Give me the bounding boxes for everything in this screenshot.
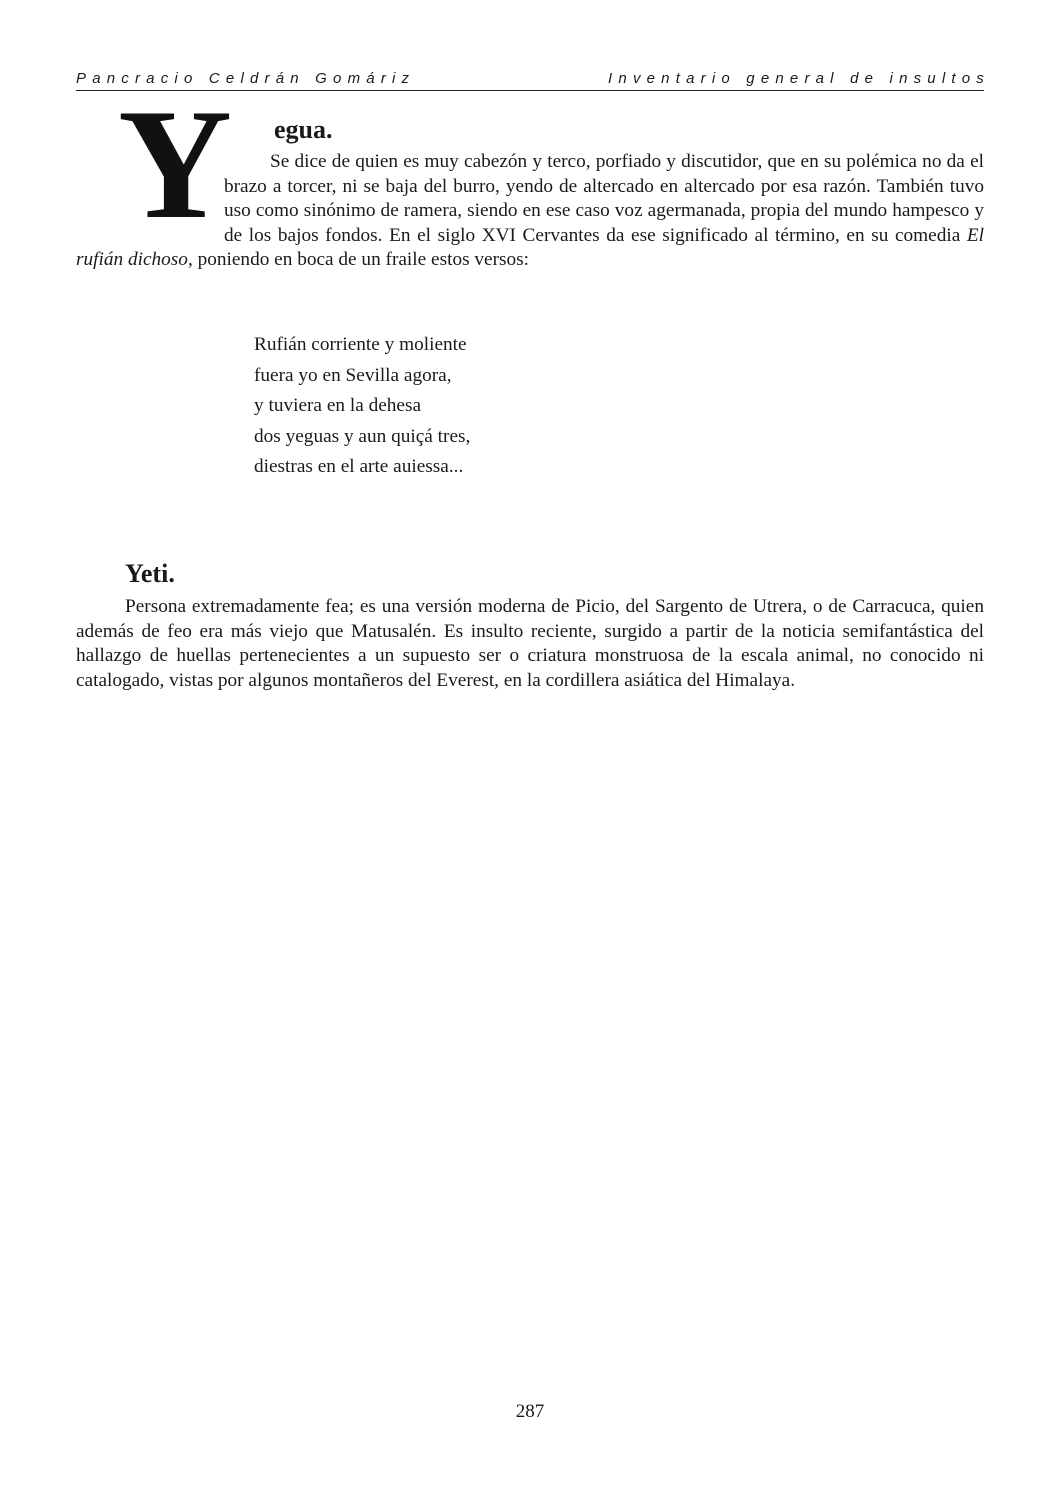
verse-line: fuera yo en Sevilla agora, xyxy=(254,364,452,386)
entry-title-yegua: egua. xyxy=(274,115,333,144)
header-author: Pancracio Celdrán Gomáriz xyxy=(76,70,416,87)
paragraph-text-start: Se dice de quien es muy cabezón y terco, porfiado y discutidor, que en su polémica no da el brazo a torcer, ni se baja del burro, yendo de altercado en altercado por esa razón. También tuvo uso como sinónimo de ramera, siendo en ese caso voz agermanada, propia del mundo hampesco y de los bajos fondos. En el siglo XVI Cervantes da ese significado al término, en su comedia xyxy=(224,151,984,246)
verse-line: diestras en el arte auiessa... xyxy=(254,456,464,477)
entry-paragraph-yeti: Persona extremadamente fea; es una versión moderna de Picio, del Sargento de Utrera, o de Carracuca, quien además de feo era más viejo que Matusalén. Es insulto reciente, surgido a partir de la noticia semifantástica del hallazgo de huellas pertenecientes a un supuesto ser o criatura monstruosa de la escala animal, no conocido ni catalogado, vistas por algunos montañeros del Everest, en la cordillera asiática del Himalaya. xyxy=(76,596,984,691)
entry-title-yeti: Yeti. xyxy=(125,559,175,588)
work-title-italic: El rufián dichoso xyxy=(76,224,984,271)
verse-line: dos yeguas y aun quiçá tres, xyxy=(254,425,471,447)
drop-cap-letter: Y xyxy=(118,77,233,252)
page-number: 287 xyxy=(515,1401,545,1422)
entry-paragraph-yegua xyxy=(76,150,984,273)
verse-line: Rufián corriente y moliente xyxy=(254,334,467,355)
header-book-title: Inventario general de insultos xyxy=(608,70,990,87)
verse-quote xyxy=(254,330,470,483)
paragraph-text-end: , poniendo en boca de un fraile estos versos: xyxy=(187,249,530,271)
verse-line: y tuviera en la dehesa xyxy=(254,395,422,416)
